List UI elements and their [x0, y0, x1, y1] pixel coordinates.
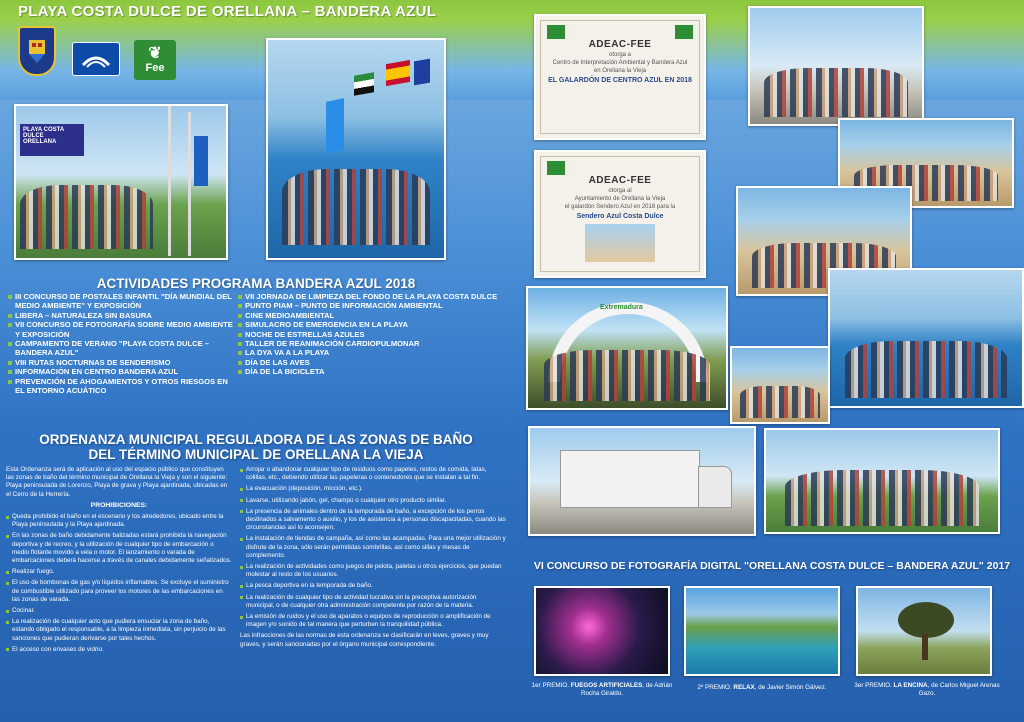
activities-list-left — [8, 292, 233, 395]
prize-caption-3: 3er PREMIO. LA ENCINA, de Carlos Miguel Arenas Gazo. — [854, 682, 1000, 697]
rule-item: La pesca deportiva en la temporada de baño. — [240, 582, 506, 590]
list-item: INFORMACIÓN EN CENTRO BANDERA AZUL — [8, 367, 233, 376]
people-group — [764, 68, 909, 117]
list-item: III CONCURSO DE POSTALES INFANTIL "DÍA MUNDIAL DEL MEDIO AMBIENTE" Y EXPOSICIÓN — [8, 292, 233, 311]
blue-flag — [326, 98, 344, 154]
flagpole — [188, 112, 191, 256]
list-item: TALLER DE REANIMACIÓN CARDIOPULMONAR — [238, 339, 508, 348]
rule-item: Arrojar o abandonar cualquier tipo de residuos como papeles, restos de comida, latas, colillas, etc., debiendo utilizar las papeleras o contenedores que se instalan a tal fin. — [240, 466, 506, 482]
list-item: VIII RUTAS NOCTURNAS DE SENDERISMO — [8, 358, 233, 367]
flagpole — [168, 106, 171, 256]
list-item: DÍA DE LA BICICLETA — [238, 367, 508, 376]
extremadura-flag — [354, 72, 374, 96]
photo-cpr-children — [730, 346, 830, 424]
ordinance-intro: Esta Ordenanza será de aplicación al uso del espacio público que constituyen las zonas de baño del término municipal de Orellana la Vieja y son el siguiente: Playa peninsulada de Lorenzo, Playa de grava y Playa ajardinada, ubicadas en el Cerro de la Herrería. — [6, 466, 228, 498]
list-item: VII JORNADA DE LIMPIEZA DEL FONDO DE LA PLAYA COSTA DULCE — [238, 292, 508, 301]
activities-title: ACTIVIDADES PROGRAMA BANDERA AZUL 2018 — [96, 276, 416, 291]
photo-group-bikes — [764, 428, 1000, 534]
rule-item: La presencia de animales dentro de la temporada de baño, a excepción de los perros destinados a salvamento o auxilio, y los de asistencia a personas discapacitadas, cuando las circunstancias así lo aconsejen. — [240, 508, 506, 533]
rule-item: Realizar fuego. — [6, 568, 232, 576]
list-item: PREVENCIÓN DE AHOGAMIENTOS Y OTROS RIESGOS EN EL ENTORNO ACUÁTICO — [8, 377, 233, 396]
fee-logo: ❦ Fee — [134, 40, 176, 80]
page-title: PLAYA COSTA DULCE DE ORELLANA – BANDERA AZUL — [18, 3, 437, 20]
people-group — [20, 185, 152, 249]
ordinance-col-left — [6, 466, 232, 657]
list-item: SIMULACRO DE EMERGENCIA EN LA PLAYA — [238, 320, 508, 329]
rule-item: Queda prohibido el baño en el escenario y los alrededores, ubicado entre la Playa peninsulada y la Playa ajardinada. — [6, 513, 232, 529]
spain-flag — [386, 60, 410, 86]
eu-flag — [414, 59, 430, 86]
rule-item: La instalación de tiendas de campaña, así como las acampadas. Para una mejor utilización y disfrute de la zona, sólo serán permitidas sombrillas, así como sillas y mesas de complemento. — [240, 535, 506, 560]
people-group — [845, 341, 1006, 398]
truck-cab — [698, 466, 732, 508]
prize-photo-fireworks — [534, 586, 670, 676]
list-item: CINE MEDIOAMBIENTAL — [238, 311, 508, 320]
ordinance-footer: Las infracciones de las normas de esta ordenanza se clasificarán en leves, graves y muy graves, y serán sancionadas por el órgano municipal correspondiente. — [240, 632, 489, 648]
prize-caption-1: 1er PREMIO. FUEGOS ARTIFICIALES, de Adrián Rocha Giraldo. — [531, 682, 673, 697]
blue-flag-logo — [72, 42, 120, 76]
people-group — [785, 470, 980, 526]
contest-title: VI CONCURSO DE FOTOGRAFÍA DIGITAL "ORELLANA COSTA DULCE – BANDERA AZUL" 2017 — [533, 560, 1011, 572]
ordinance-title: ORDENANZA MUNICIPAL REGULADORA DE LAS ZONAS DE BAÑO DEL TÉRMINO MUNICIPAL DE ORELLANA LA VIEJA — [39, 432, 473, 462]
people-group — [282, 169, 430, 245]
rule-item: La realización de cualquier acto que pudiera ensuciar la zona de baño, estando obligado el responsable, a la limpieza inmediata, sin perjuicio de las sanciones que pudieran derivarse por tales hechos. — [6, 618, 232, 643]
municipal-shield-logo — [18, 26, 56, 76]
activities-list-right — [238, 292, 508, 377]
list-item: LA DYA VA A LA PLAYA — [238, 348, 508, 357]
blue-flag — [194, 136, 208, 186]
blue-flag-icon — [79, 47, 113, 71]
prize-photo-encina — [856, 586, 992, 676]
certificate-centro-azul: ADEAC-FEE otorga a Centro de Interpretación Ambiental y Bandera Azul en Orellana la Vieja EL GALARDÓN DE CENTRO AZUL EN 2018 — [534, 14, 706, 140]
rule-item: La evacuación (deposición, micción, etc.). — [240, 485, 506, 493]
prize-caption-2: 2º PREMIO. RELAX, de Javier Simón Gálvez. — [697, 684, 827, 691]
prohibitions-heading: PROHIBICIONES: — [90, 501, 148, 509]
arch-banner: Extremadura — [600, 304, 643, 311]
photo-mobile-unit — [528, 426, 756, 536]
photo-beach-rescue — [828, 268, 1024, 408]
tree-crown — [898, 602, 954, 638]
certificate-sendero-azul: ADEAC-FEE otorga al Ayuntamiento de Orellana la Vieja el galardón Sendero Azul en 2018 para la Sendero Azul Costa Dulce — [534, 150, 706, 278]
list-item: VII CONCURSO DE FOTOGRAFÍA SOBRE MEDIO AMBIENTE Y EXPOSICIÓN — [8, 320, 233, 339]
beach-sign: PLAYA COSTA DULCE ORELLANA — [20, 124, 84, 156]
truck-body — [560, 450, 700, 508]
list-item: LIBERA – NATURALEZA SIN BASURA — [8, 311, 233, 320]
ordinance-col-right — [240, 466, 506, 652]
list-item: NOCHE DE ESTRELLAS AZULES — [238, 330, 508, 339]
rule-item: La realización de cualquier tipo de actividad lucrativa sin la preceptiva autorización municipal, o de cualquier otra administración competente por razón de la materia. — [240, 594, 506, 610]
rule-item: El acceso con envases de vidrio. — [6, 646, 232, 654]
photo-flag-raising — [14, 104, 228, 260]
photo-stand-visit — [748, 6, 924, 126]
list-item: PUNTO PIAM – PUNTO DE INFORMACIÓN AMBIENTAL — [238, 301, 508, 310]
shield-icon — [25, 36, 49, 66]
rule-item: Lavarse, utilizando jabón, gel, champú o cualquier otro producto similar. — [240, 497, 506, 505]
people-group — [544, 350, 710, 400]
list-item: DÍA DE LAS AVES — [238, 358, 508, 367]
photo-extremadura-arch — [526, 286, 728, 410]
beach-thumbnail — [585, 224, 655, 262]
people-group — [740, 386, 821, 417]
rule-item: La emisión de ruidos y el uso de aparatos o equipos de reproducción o amplificación de imagen y/o sonido de tal manera que perturben la tranquilidad pública. — [240, 613, 506, 629]
rule-item: Cocinar. — [6, 607, 232, 615]
rule-item: El uso de bombonas de gas y/o líquidos inflamables. Se excluye el suministro de combustible utilizado para proveer los motores de las embarcaciones en las zonas de varada. — [6, 579, 232, 604]
leaf-icon: ❦ — [148, 45, 162, 62]
list-item: CAMPAMENTO DE VERANO "PLAYA COSTA DULCE – BANDERA AZUL" — [8, 339, 233, 358]
photo-flags-ceremony — [266, 38, 446, 260]
rule-item: En las zonas de baño debidamente balizadas estará prohibida la navegación deportiva y de recreo, y la utilización de cualquier tipo de embarcación o medio flotante movido a vela o motor. El lanzamiento o varada de embarcaciones deberá hacerse a través de canales debidamente señalizados. — [6, 532, 232, 565]
tree-trunk — [922, 634, 928, 660]
prize-photo-relax — [684, 586, 840, 676]
rule-item: La realización de actividades como juegos de pelota, paletas u otros ejercicios, que puedan molestar al resto de los usuarios. — [240, 563, 506, 579]
